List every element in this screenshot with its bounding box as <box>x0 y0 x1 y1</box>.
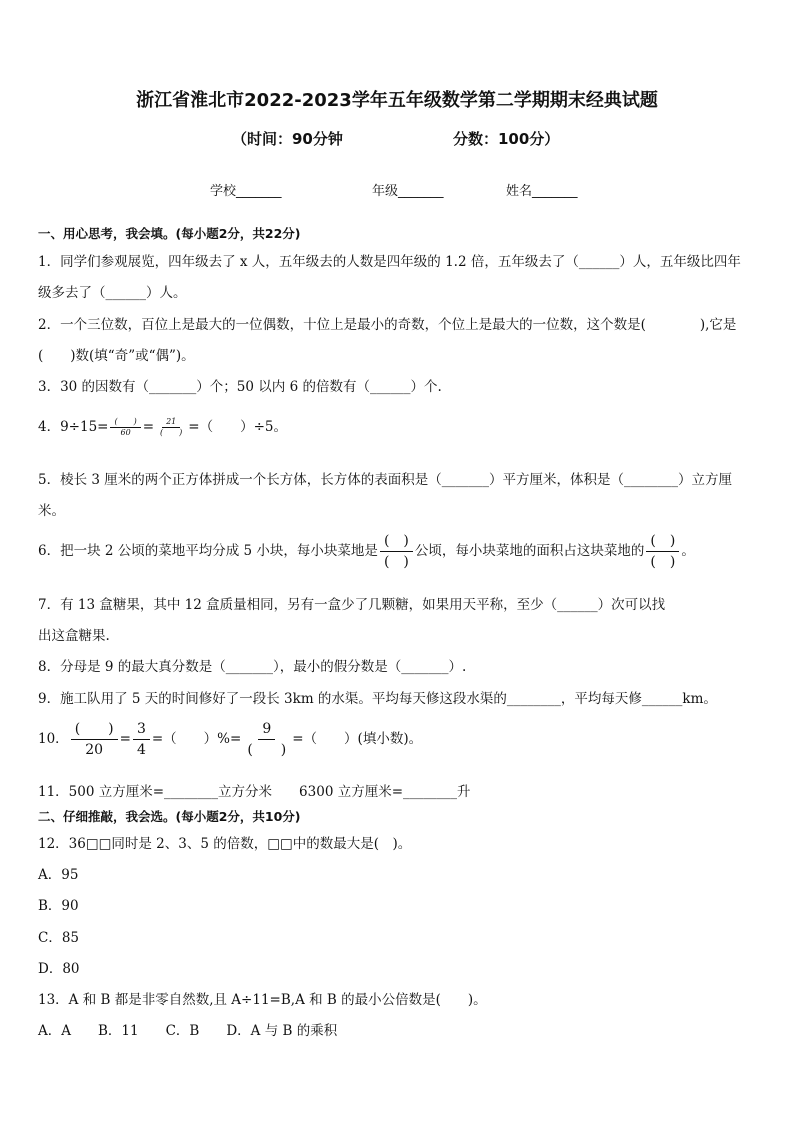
question-10-equals: = <box>119 731 131 747</box>
question-8: 8．分母是 9 的最大真分数是（_______），最小的假分数是（_______）. <box>38 659 467 675</box>
question-12-option-d: D．80 <box>38 961 80 977</box>
question-1-line2: 级多去了（______）人。 <box>38 285 187 301</box>
name-field: 姓名_______ <box>506 184 578 199</box>
grade-field: 年级_______ <box>372 184 444 199</box>
exam-score: 分数：100分） <box>453 130 560 148</box>
question-6 <box>38 531 695 572</box>
question-12: 12．36□□同时是 2、3、5 的倍数，□□中的数最大是( )。 <box>38 836 412 852</box>
question-11: 11．500 立方厘米=________立方分米 6300 立方厘米=________升 <box>38 784 471 800</box>
question-9: 9．施工队用了 5 天的时间修好了一段长 3km 的水渠。平均每天修这段水渠的________，平均每天修______km。 <box>38 691 717 707</box>
question-5-line1: 5．棱长 3 厘米的两个正方体拼成一个长方体，长方体的表面积是（_______）平方厘米，体积是（________）立方厘 <box>38 472 733 488</box>
question-7-line2: 出这盒糖果. <box>38 628 110 644</box>
fraction-denominator: 20 <box>85 742 104 758</box>
question-2-line1: 2．一个三位数，百位上是最大的一位偶数，十位上是最小的奇数，个位上是最大的一位数，这个数是( ),它是 <box>38 317 737 333</box>
fraction-denominator: ( ) <box>247 742 287 758</box>
section-heading-2: 二、仔细推敲，我会选。(每小题2分，共10分) <box>38 809 301 824</box>
question-6-fraction-2 <box>646 531 679 572</box>
question-4-fraction-2 <box>156 417 186 438</box>
question-13: 13．A 和 B 都是非零自然数,且 A÷11=B,A 和 B 的最小公倍数是( )。 <box>38 992 487 1008</box>
question-6-prefix: 6．把一块 2 公顷的菜地平均分成 5 小块，每小块菜地是 <box>38 543 378 559</box>
question-3: 3．30 的因数有（_______）个；50 以内 6 的倍数有（______）个. <box>38 379 442 395</box>
fraction-numerator: ( ) <box>646 531 679 552</box>
question-4-fraction-1 <box>110 417 140 438</box>
fraction-denominator: ( ) <box>383 554 409 570</box>
question-6-fraction-1 <box>380 531 413 572</box>
question-4-equals: = <box>142 419 155 435</box>
exam-title: 浙江省淮北市2022-2023学年五年级数学第二学期期末经典试题 <box>136 90 658 111</box>
fraction-numerator: ( ) <box>110 417 140 428</box>
section-heading-1: 一、用心思考，我会填。(每小题2分，共22分) <box>38 226 301 241</box>
fraction-denominator: 60 <box>120 428 131 437</box>
question-12-option-c: C．85 <box>38 930 80 946</box>
question-2-line2: ( )数(填“奇”或“偶”)。 <box>38 348 195 364</box>
fraction-denominator: ( ) <box>160 428 183 437</box>
question-10-prefix: 10． <box>38 731 69 747</box>
fraction-numerator: ( ) <box>380 531 413 552</box>
fraction-numerator: 3 <box>133 719 150 740</box>
question-10 <box>38 719 422 760</box>
question-12-option-a: A．95 <box>38 867 79 883</box>
question-10-middle: =（ ）%= <box>151 731 242 747</box>
question-12-option-b: B．90 <box>38 898 79 914</box>
question-4-suffix: =（ ）÷5。 <box>188 419 288 435</box>
question-6-suffix: 。 <box>681 543 695 559</box>
question-13-options: A．A B．11 C．B D．A 与 B 的乘积 <box>38 1023 338 1039</box>
question-1-line1: 1．同学们参观展览，四年级去了 x 人，五年级去的人数是四年级的 1.2 倍，五年级去了（______）人，五年级比四年 <box>38 254 741 270</box>
fraction-denominator: 4 <box>136 742 146 758</box>
question-10-fraction-2 <box>133 719 150 760</box>
question-5-line2: 米。 <box>38 503 65 519</box>
question-7-line1: 7．有 13 盒糖果，其中 12 盒质量相同，另有一盒少了几颗糖，如果用天平称，至少（______）次可以找 <box>38 597 666 613</box>
question-6-middle: 公顷，每小块菜地的面积占这块菜地的 <box>414 543 645 559</box>
question-10-fraction-3 <box>243 719 290 760</box>
fraction-numerator: 9 <box>258 719 275 740</box>
fraction-denominator: ( ) <box>650 554 676 570</box>
fraction-numerator: ( ) <box>71 719 118 740</box>
school-field: 学校_______ <box>210 184 282 199</box>
question-4 <box>38 415 287 438</box>
question-10-suffix: =（ ）(填小数)。 <box>292 731 423 747</box>
exam-time: （时间：90分钟 <box>232 130 343 148</box>
fraction-numerator: 21 <box>162 417 180 428</box>
question-10-fraction-1 <box>71 719 118 760</box>
question-4-prefix: 4．9÷15= <box>38 419 109 435</box>
